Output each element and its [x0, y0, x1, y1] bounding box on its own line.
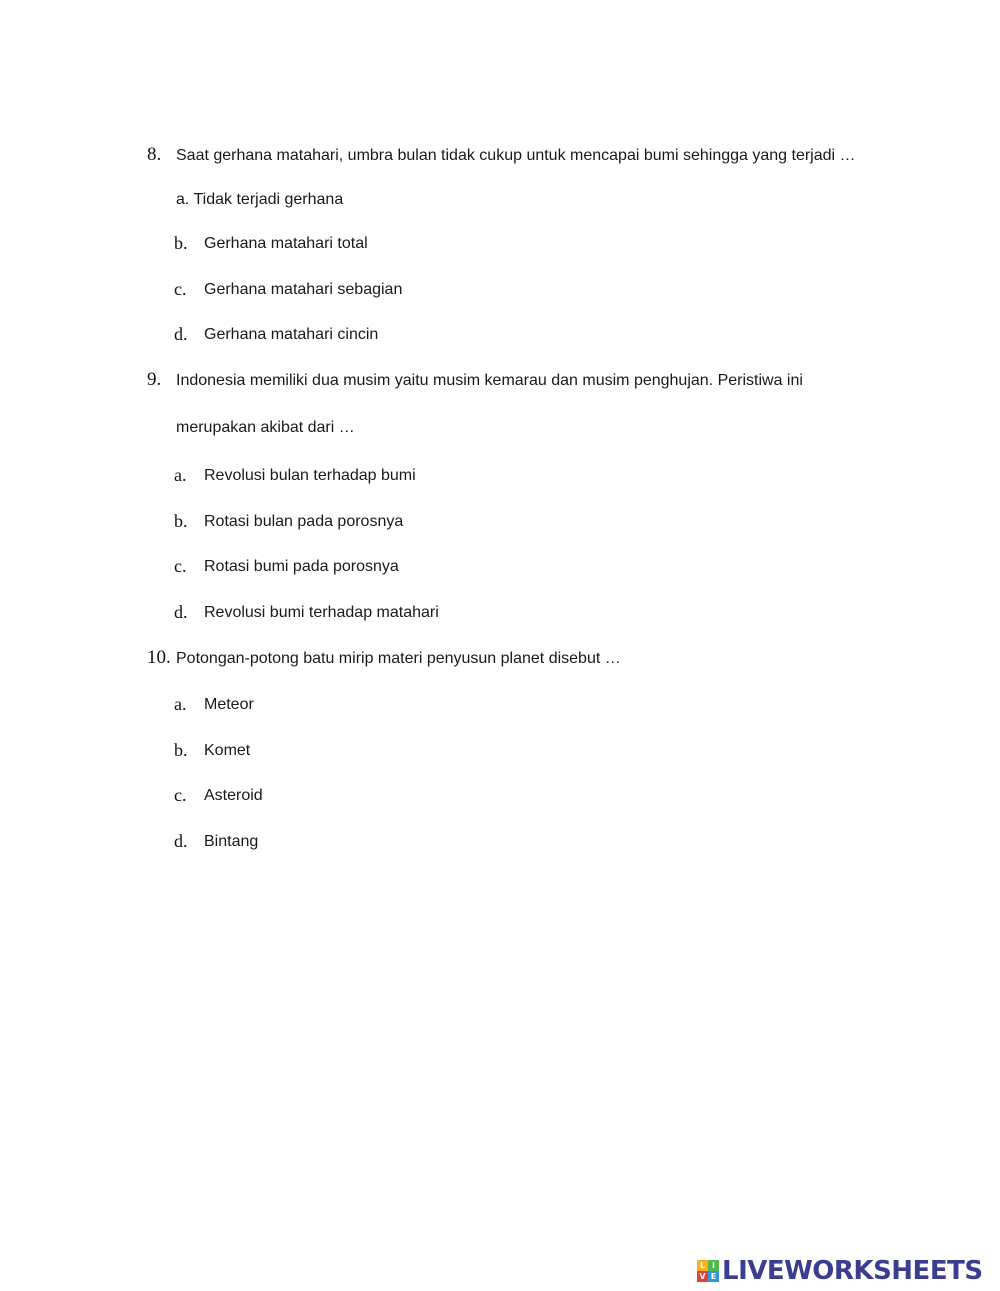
question-text: Indonesia memiliki dua musim yaitu musim kemarau dan musim penghujan. Peristiwa ini	[176, 372, 803, 389]
option-letter: c.	[174, 785, 187, 805]
option-b[interactable]: Komet	[204, 742, 251, 759]
option-a[interactable]: Revolusi bulan terhadap bumi	[204, 467, 416, 484]
question-text: Potongan-potong batu mirip materi penyusun planet disebut …	[176, 650, 621, 667]
question-number: 10.	[147, 647, 171, 668]
option-letter: a.	[174, 465, 187, 485]
logo-wordmark: LIVEWORKSHEETS	[722, 1256, 983, 1286]
question-number: 9.	[147, 369, 162, 390]
option-letter: d.	[174, 324, 188, 344]
option-letter: c.	[174, 556, 187, 576]
option-b[interactable]: Rotasi bulan pada porosnya	[204, 513, 404, 530]
logo-mark-v: V	[697, 1271, 708, 1282]
option-letter: a.	[174, 694, 187, 714]
logo-mark-e: E	[708, 1271, 719, 1282]
option-d[interactable]: Revolusi bumi terhadap matahari	[204, 604, 439, 621]
liveworksheets-logo-icon	[697, 1260, 719, 1282]
question-text: Saat gerhana matahari, umbra bulan tidak cukup untuk mencapai bumi sehingga yang terjadi …	[176, 147, 856, 164]
option-d[interactable]: Bintang	[204, 833, 259, 850]
option-c[interactable]: Asteroid	[204, 787, 263, 804]
option-c[interactable]: Gerhana matahari sebagian	[204, 281, 403, 298]
option-a[interactable]: Meteor	[204, 696, 254, 713]
option-letter: d.	[174, 831, 188, 851]
question-text-continued: merupakan akibat dari …	[176, 419, 355, 436]
option-d[interactable]: Gerhana matahari cincin	[204, 326, 379, 343]
option-letter: b.	[174, 511, 188, 531]
logo-mark-i: I	[708, 1260, 719, 1271]
option-letter: d.	[174, 602, 188, 622]
option-a[interactable]: a. Tidak terjadi gerhana	[176, 191, 344, 208]
logo-mark-l: L	[697, 1260, 708, 1271]
option-letter: b.	[174, 740, 188, 760]
option-letter: b.	[174, 233, 188, 253]
option-letter: c.	[174, 279, 187, 299]
liveworksheets-logo	[697, 1258, 983, 1284]
option-b[interactable]: Gerhana matahari total	[204, 235, 368, 252]
option-c[interactable]: Rotasi bumi pada porosnya	[204, 558, 399, 575]
question-number: 8.	[147, 144, 162, 165]
